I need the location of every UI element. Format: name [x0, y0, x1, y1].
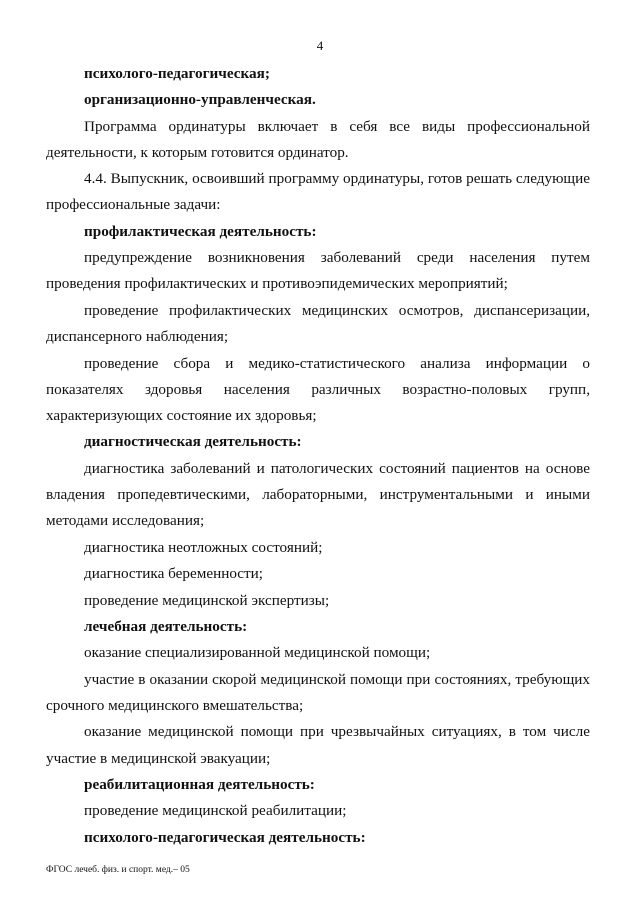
paragraph-line: диагностика неотложных состояний;: [84, 539, 323, 556]
page-number: 4: [316, 38, 324, 53]
section-heading-treatment: лечебная деятельность:: [84, 618, 248, 635]
paragraph-line: владения пропедевтическими, лабораторными, инструментальными и иными: [46, 486, 590, 503]
paragraph-line: характеризующих состояние их здоровья;: [46, 407, 317, 424]
paragraph-line: диагностика беременности;: [84, 565, 264, 582]
paragraph-line: проведение профилактических медицинских осмотров, диспансеризации,: [84, 302, 590, 319]
paragraph-line: деятельности, к которым готовится ординатор.: [46, 144, 349, 161]
paragraph-line: оказание медицинской помощи при чрезвычайных ситуациях, в том числе: [84, 723, 590, 740]
paragraph-line: Программа ординатуры включает в себя все виды профессиональной: [84, 118, 590, 135]
document-footer: ФГОС лечеб. физ. и спорт. мед.– 05: [46, 865, 190, 875]
list-item-org-man: организационно-управленческая.: [84, 91, 316, 108]
paragraph-line: методами исследования;: [46, 512, 205, 529]
paragraph-line: участие в оказании скорой медицинской помощи при состояниях, требующих: [84, 671, 590, 688]
paragraph-line: предупреждение возникновения заболеваний среди населения путем: [84, 249, 590, 266]
paragraph-line: проведения профилактических и противоэпидемических мероприятий;: [46, 275, 508, 292]
section-heading-preventive: профилактическая деятельность:: [84, 223, 317, 240]
section-heading-psych-ped: психолого-педагогическая деятельность:: [84, 829, 366, 846]
section-heading-diagnostic: диагностическая деятельность:: [84, 433, 302, 450]
paragraph-line: участие в медицинской эвакуации;: [46, 750, 271, 767]
list-item-psych-ped: психолого-педагогическая;: [84, 65, 270, 82]
paragraph-line: показателях здоровья населения различных возрастно-половых групп,: [46, 381, 590, 398]
paragraph-line: срочного медицинского вмешательства;: [46, 697, 304, 714]
paragraph-line: проведение медицинской экспертизы;: [84, 592, 330, 609]
paragraph-line: проведение сбора и медико-статистического анализа информации о: [84, 355, 590, 372]
paragraph-line: 4.4. Выпускник, освоивший программу ординатуры, готов решать следующие: [84, 170, 590, 187]
section-heading-rehabilitation: реабилитационная деятельность:: [84, 776, 315, 793]
paragraph-line: профессиональные задачи:: [46, 196, 221, 213]
paragraph-line: диагностика заболеваний и патологических состояний пациентов на основе: [84, 460, 590, 477]
paragraph-line: диспансерного наблюдения;: [46, 328, 229, 345]
paragraph-line: оказание специализированной медицинской помощи;: [84, 644, 431, 661]
paragraph-line: проведение медицинской реабилитации;: [84, 802, 347, 819]
